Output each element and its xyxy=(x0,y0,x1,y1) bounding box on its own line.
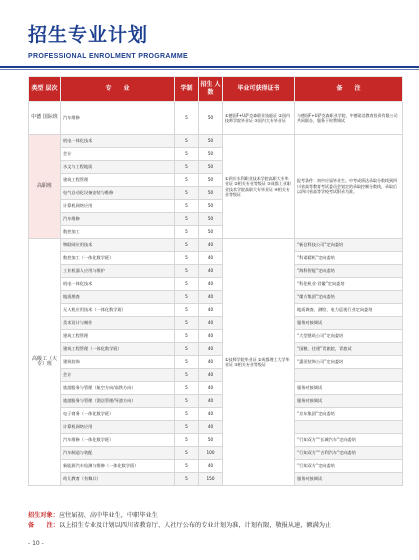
years-cell: 5 xyxy=(175,252,199,265)
remarks-cell: 服务对接调试 xyxy=(295,395,403,408)
page-number: - 10 - xyxy=(28,540,44,547)
major-cell: 旅游服务与管理（航空方向/高铁方向） xyxy=(61,382,175,395)
table-row xyxy=(29,460,403,473)
count-cell: 40 xyxy=(199,421,223,434)
remarks-cell xyxy=(295,421,403,434)
count-cell: 150 xyxy=(199,473,223,486)
count-cell: 50 xyxy=(199,148,223,161)
years-cell: 5 xyxy=(175,382,199,395)
header-major: 专 业 xyxy=(61,77,175,102)
category-cell: 高职班 xyxy=(29,135,61,239)
table-row xyxy=(29,369,403,382)
remark-label: 备 注： xyxy=(28,522,59,529)
remarks-cell: 报考条件：初中应届毕业生。中考成绩达录取分数线到四川省高等教育考试委员会划定的录取控制分数线，录取后以四川省高等学校考试附录为准。 xyxy=(295,135,403,239)
table-row xyxy=(29,330,403,343)
years-cell: 5 xyxy=(175,187,199,200)
remarks-cell: “行知双方”“吉利汽车”定向委培 xyxy=(295,447,403,460)
table-row xyxy=(29,343,403,356)
years-cell: 5 xyxy=(175,148,199,161)
years-cell: 5 xyxy=(175,135,199,148)
count-cell: 40 xyxy=(199,239,223,252)
remarks-cell: “惠田装饰公司”定向委培 xyxy=(295,356,403,369)
table-body xyxy=(29,102,403,486)
remarks-cell: 地质调查、测绘、电力巡视行业定向委培 xyxy=(295,304,403,317)
header-category: 类型 层次 xyxy=(29,77,61,102)
count-cell: 50 xyxy=(199,200,223,213)
years-cell: 5 xyxy=(175,317,199,330)
count-cell: 40 xyxy=(199,265,223,278)
major-cell: 电气自动化设备安装与维修 xyxy=(61,187,175,200)
count-cell: 40 xyxy=(199,382,223,395)
years-cell: 5 xyxy=(175,304,199,317)
major-cell: 建筑装饰 xyxy=(61,356,175,369)
major-cell: 无人机应用技术（一体化数学班） xyxy=(61,304,175,317)
years-cell: 5 xyxy=(175,278,199,291)
remarks-cell: “科诺精机”定向委培 xyxy=(295,252,403,265)
years-cell: 5 xyxy=(175,213,199,226)
table-row xyxy=(29,278,403,291)
count-cell: 50 xyxy=(199,102,223,135)
count-cell: 40 xyxy=(199,252,223,265)
major-cell: 建筑工程管理 xyxy=(61,330,175,343)
page-subtitle: PROFESSIONAL ENROLMENT PROGRAMME xyxy=(28,53,188,60)
count-cell: 40 xyxy=(199,460,223,473)
major-cell: 机电一体化技术 xyxy=(61,278,175,291)
table-row xyxy=(29,408,403,421)
count-cell: 40 xyxy=(199,330,223,343)
count-cell: 40 xyxy=(199,317,223,330)
major-cell: 工业机器人应用与维护 xyxy=(61,265,175,278)
major-cell: 会计 xyxy=(61,369,175,382)
table-row xyxy=(29,473,403,486)
remarks-cell: “京东集团”定向委培 xyxy=(295,408,403,421)
header-years: 学制 xyxy=(175,77,199,102)
count-cell: 50 xyxy=(199,213,223,226)
remarks-cell: “行知双方”定向委培 xyxy=(295,460,403,473)
count-cell: 40 xyxy=(199,291,223,304)
remarks-cell xyxy=(295,369,403,382)
years-cell: 5 xyxy=(175,102,199,135)
header xyxy=(28,24,188,60)
certificate-cell: ①四川水利职业技术学院高职大专毕业证 ②相关专业等级证 ③成都工业职业技术学院高职大专毕业证 ④相关专业等级证 xyxy=(223,135,295,239)
years-cell: 5 xyxy=(175,265,199,278)
header-rule-thin xyxy=(0,69,419,70)
count-cell: 50 xyxy=(199,174,223,187)
table-row xyxy=(29,135,403,148)
table-row xyxy=(29,102,403,135)
table-row xyxy=(29,356,403,369)
target-label: 招生对象： xyxy=(28,512,59,519)
count-cell: 100 xyxy=(199,447,223,460)
years-cell: 5 xyxy=(175,408,199,421)
years-cell: 5 xyxy=(175,200,199,213)
certificate-cell: ①德国F+U萨克森职业技能证 ②国内技师学院毕业证 ③国内大专毕业证 xyxy=(223,102,295,135)
remarks-cell: “国粮、住建”青旅院，青旅试 xyxy=(295,343,403,356)
major-cell: 物联网应用技术 xyxy=(61,239,175,252)
count-cell: 40 xyxy=(199,356,223,369)
major-cell: 机电一体化技术 xyxy=(61,135,175,148)
table-row xyxy=(29,395,403,408)
years-cell: 5 xyxy=(175,161,199,174)
major-cell: 计算机网络应用 xyxy=(61,421,175,434)
major-cell: 水文与工程地质 xyxy=(61,161,175,174)
table-header-row xyxy=(29,77,403,102)
table-row xyxy=(29,434,403,447)
target-text: 应往届初、高中毕业生，中职毕业生 xyxy=(58,512,158,519)
major-cell: 数控加工 xyxy=(61,226,175,239)
count-cell: 40 xyxy=(199,395,223,408)
years-cell: 5 xyxy=(175,174,199,187)
years-cell: 5 xyxy=(175,434,199,447)
table-row xyxy=(29,304,403,317)
years-cell: 5 xyxy=(175,330,199,343)
major-cell: 旅游服务与管理（酒店管理/导游方向） xyxy=(61,395,175,408)
remarks-cell: “海科智能”定向委培 xyxy=(295,265,403,278)
page-title: 招生专业计划 xyxy=(28,24,149,46)
major-cell: 幼儿教育（有舞兵） xyxy=(61,473,175,486)
major-cell: 汽车维修（一体化数学班） xyxy=(61,434,175,447)
major-cell: 新能源汽车检测与维修（一体化数学班） xyxy=(61,460,175,473)
years-cell: 5 xyxy=(175,343,199,356)
remarks-cell: “大型建筑公司”定向委培 xyxy=(295,330,403,343)
major-cell: 汽车维修 xyxy=(61,213,175,226)
count-cell: 50 xyxy=(199,161,223,174)
category-cell: 高级工（大专）班 xyxy=(29,239,61,486)
count-cell: 40 xyxy=(199,278,223,291)
years-cell: 5 xyxy=(175,421,199,434)
remarks-cell: “新仓科技公司”定向委培 xyxy=(295,239,403,252)
certificate-cell: ①技师学院毕业证 ②成都理工大学毕业证 ③相关专业等级证 xyxy=(223,239,295,486)
table-row xyxy=(29,252,403,265)
table-row xyxy=(29,317,403,330)
header-rule xyxy=(0,66,419,68)
count-cell: 40 xyxy=(199,408,223,421)
major-cell: 数控加工（一体化数学班） xyxy=(61,252,175,265)
footer-remark xyxy=(28,522,331,530)
years-cell: 5 xyxy=(175,369,199,382)
header-certificate: 毕业可获得证书 xyxy=(223,77,295,102)
years-cell: 5 xyxy=(175,473,199,486)
remarks-cell: 服务对接调试 xyxy=(295,473,403,486)
years-cell: 5 xyxy=(175,356,199,369)
header-count: 招生 人数 xyxy=(199,77,223,102)
count-cell: 40 xyxy=(199,369,223,382)
count-cell: 50 xyxy=(199,434,223,447)
category-cell: 中德 国际班 xyxy=(29,102,61,135)
major-cell: 汽车维修 xyxy=(61,102,175,135)
years-cell: 5 xyxy=(175,239,199,252)
years-cell: 5 xyxy=(175,226,199,239)
table-row xyxy=(29,382,403,395)
major-cell: 电子商务（一体化数学班） xyxy=(61,408,175,421)
remarks-cell: “科伦机业·君徽”定向委培 xyxy=(295,278,403,291)
enrolment-table xyxy=(28,76,403,486)
remarks-cell: “煤方集团”定向委培 xyxy=(295,291,403,304)
count-cell: 40 xyxy=(199,304,223,317)
major-cell: 会计 xyxy=(61,148,175,161)
remarks-cell: 与德国F+U萨克森职业学院、中德诺浩教育投资有限公司共同联办，服务于时费调试 xyxy=(295,102,403,135)
footer-target xyxy=(28,512,158,520)
major-cell: 建筑工程管理（一体化数学班） xyxy=(61,343,175,356)
count-cell: 40 xyxy=(199,343,223,356)
major-cell: 地质勘查 xyxy=(61,291,175,304)
years-cell: 5 xyxy=(175,460,199,473)
table-row xyxy=(29,239,403,252)
header-remarks: 备 注 xyxy=(295,77,403,102)
years-cell: 5 xyxy=(175,291,199,304)
remarks-cell: 服务对接调试 xyxy=(295,317,403,330)
count-cell: 50 xyxy=(199,226,223,239)
count-cell: 50 xyxy=(199,187,223,200)
years-cell: 5 xyxy=(175,395,199,408)
major-cell: 计算机网络应用 xyxy=(61,200,175,213)
remark-text: 以上招生专业及计划以四川省教育厅、人社厅公布的专业计划为准，计划有限，敬报从速，额满为止 xyxy=(58,522,332,529)
table-row xyxy=(29,421,403,434)
remarks-cell: 服务对接调试 xyxy=(295,382,403,395)
table-row xyxy=(29,447,403,460)
major-cell: 汽车制造与装配 xyxy=(61,447,175,460)
years-cell: 5 xyxy=(175,447,199,460)
major-cell: 美术设计与制作 xyxy=(61,317,175,330)
table-row xyxy=(29,291,403,304)
remarks-cell: “行知双方”“长城汽车”定向委培 xyxy=(295,434,403,447)
table-row xyxy=(29,265,403,278)
major-cell: 建筑工程管理 xyxy=(61,174,175,187)
count-cell: 50 xyxy=(199,135,223,148)
